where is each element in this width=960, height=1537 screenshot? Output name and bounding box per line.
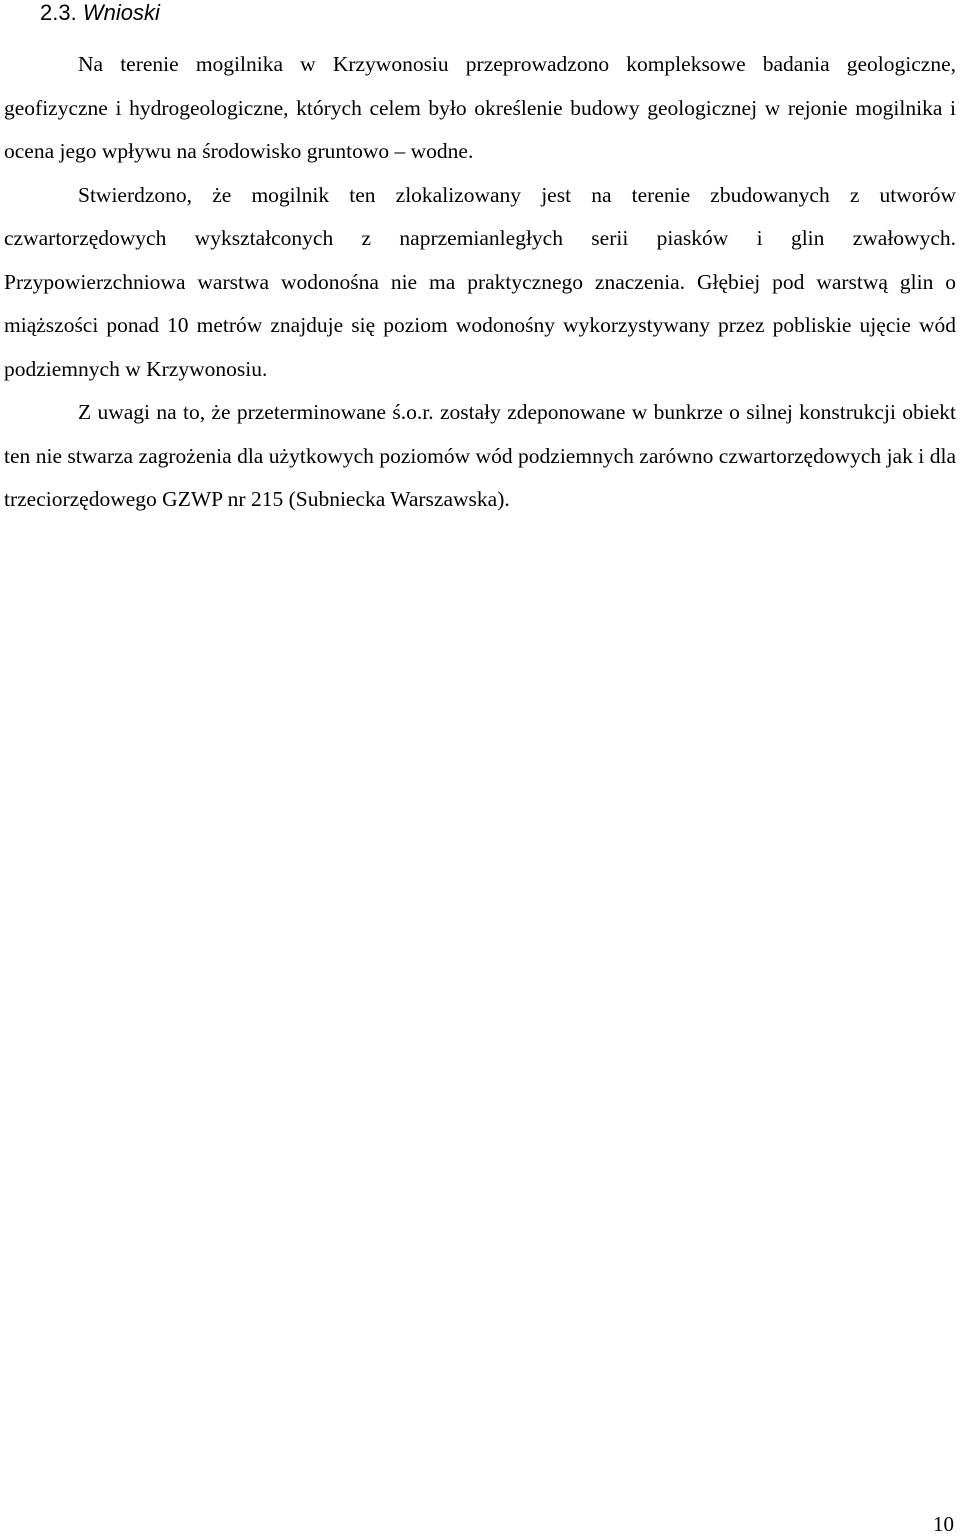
section-number: 2.3. (40, 0, 77, 25)
paragraph-geology: Stwierdzono, że mogilnik ten zlokalizowany jest na terenie zbudowanych z utworów czwartorzędowych wykształconych z naprzemianległych serii piasków i glin zwałowych. Przypowierzchniowa warstwa wodonośna nie ma praktycznego znaczenia. Głębiej pod warstwą glin o miąższości ponad 10 metrów znajduje się poziom wodonośny wykorzystywany przez pobliskie ujęcie wód podziemnych w Krzywonosiu. (4, 182, 956, 381)
section-body (4, 43, 956, 522)
paragraph-conclusion: Z uwagi na to, że przeterminowane ś.o.r. zostały zdeponowane w bunkrze o silnej konstrukcji obiekt ten nie stwarza zagrożenia dla użytkowych poziomów wód podziemnych zarówno czwartorzędowych jak i dla trzeciorzędowego GZWP nr 215 (Subniecka Warszawska). (4, 400, 956, 511)
section-title: Wnioski (82, 0, 160, 25)
section-heading (40, 0, 160, 26)
paragraph-survey: Na terenie mogilnika w Krzywonosiu przeprowadzono kompleksowe badania geologiczne, geofizyczne i hydrogeologiczne, których celem było określenie budowy geologicznej w rejonie mogilnika i ocena jego wpływu na środowisko gruntowo – wodne. (4, 52, 956, 163)
page-number: 10 (933, 1512, 954, 1536)
